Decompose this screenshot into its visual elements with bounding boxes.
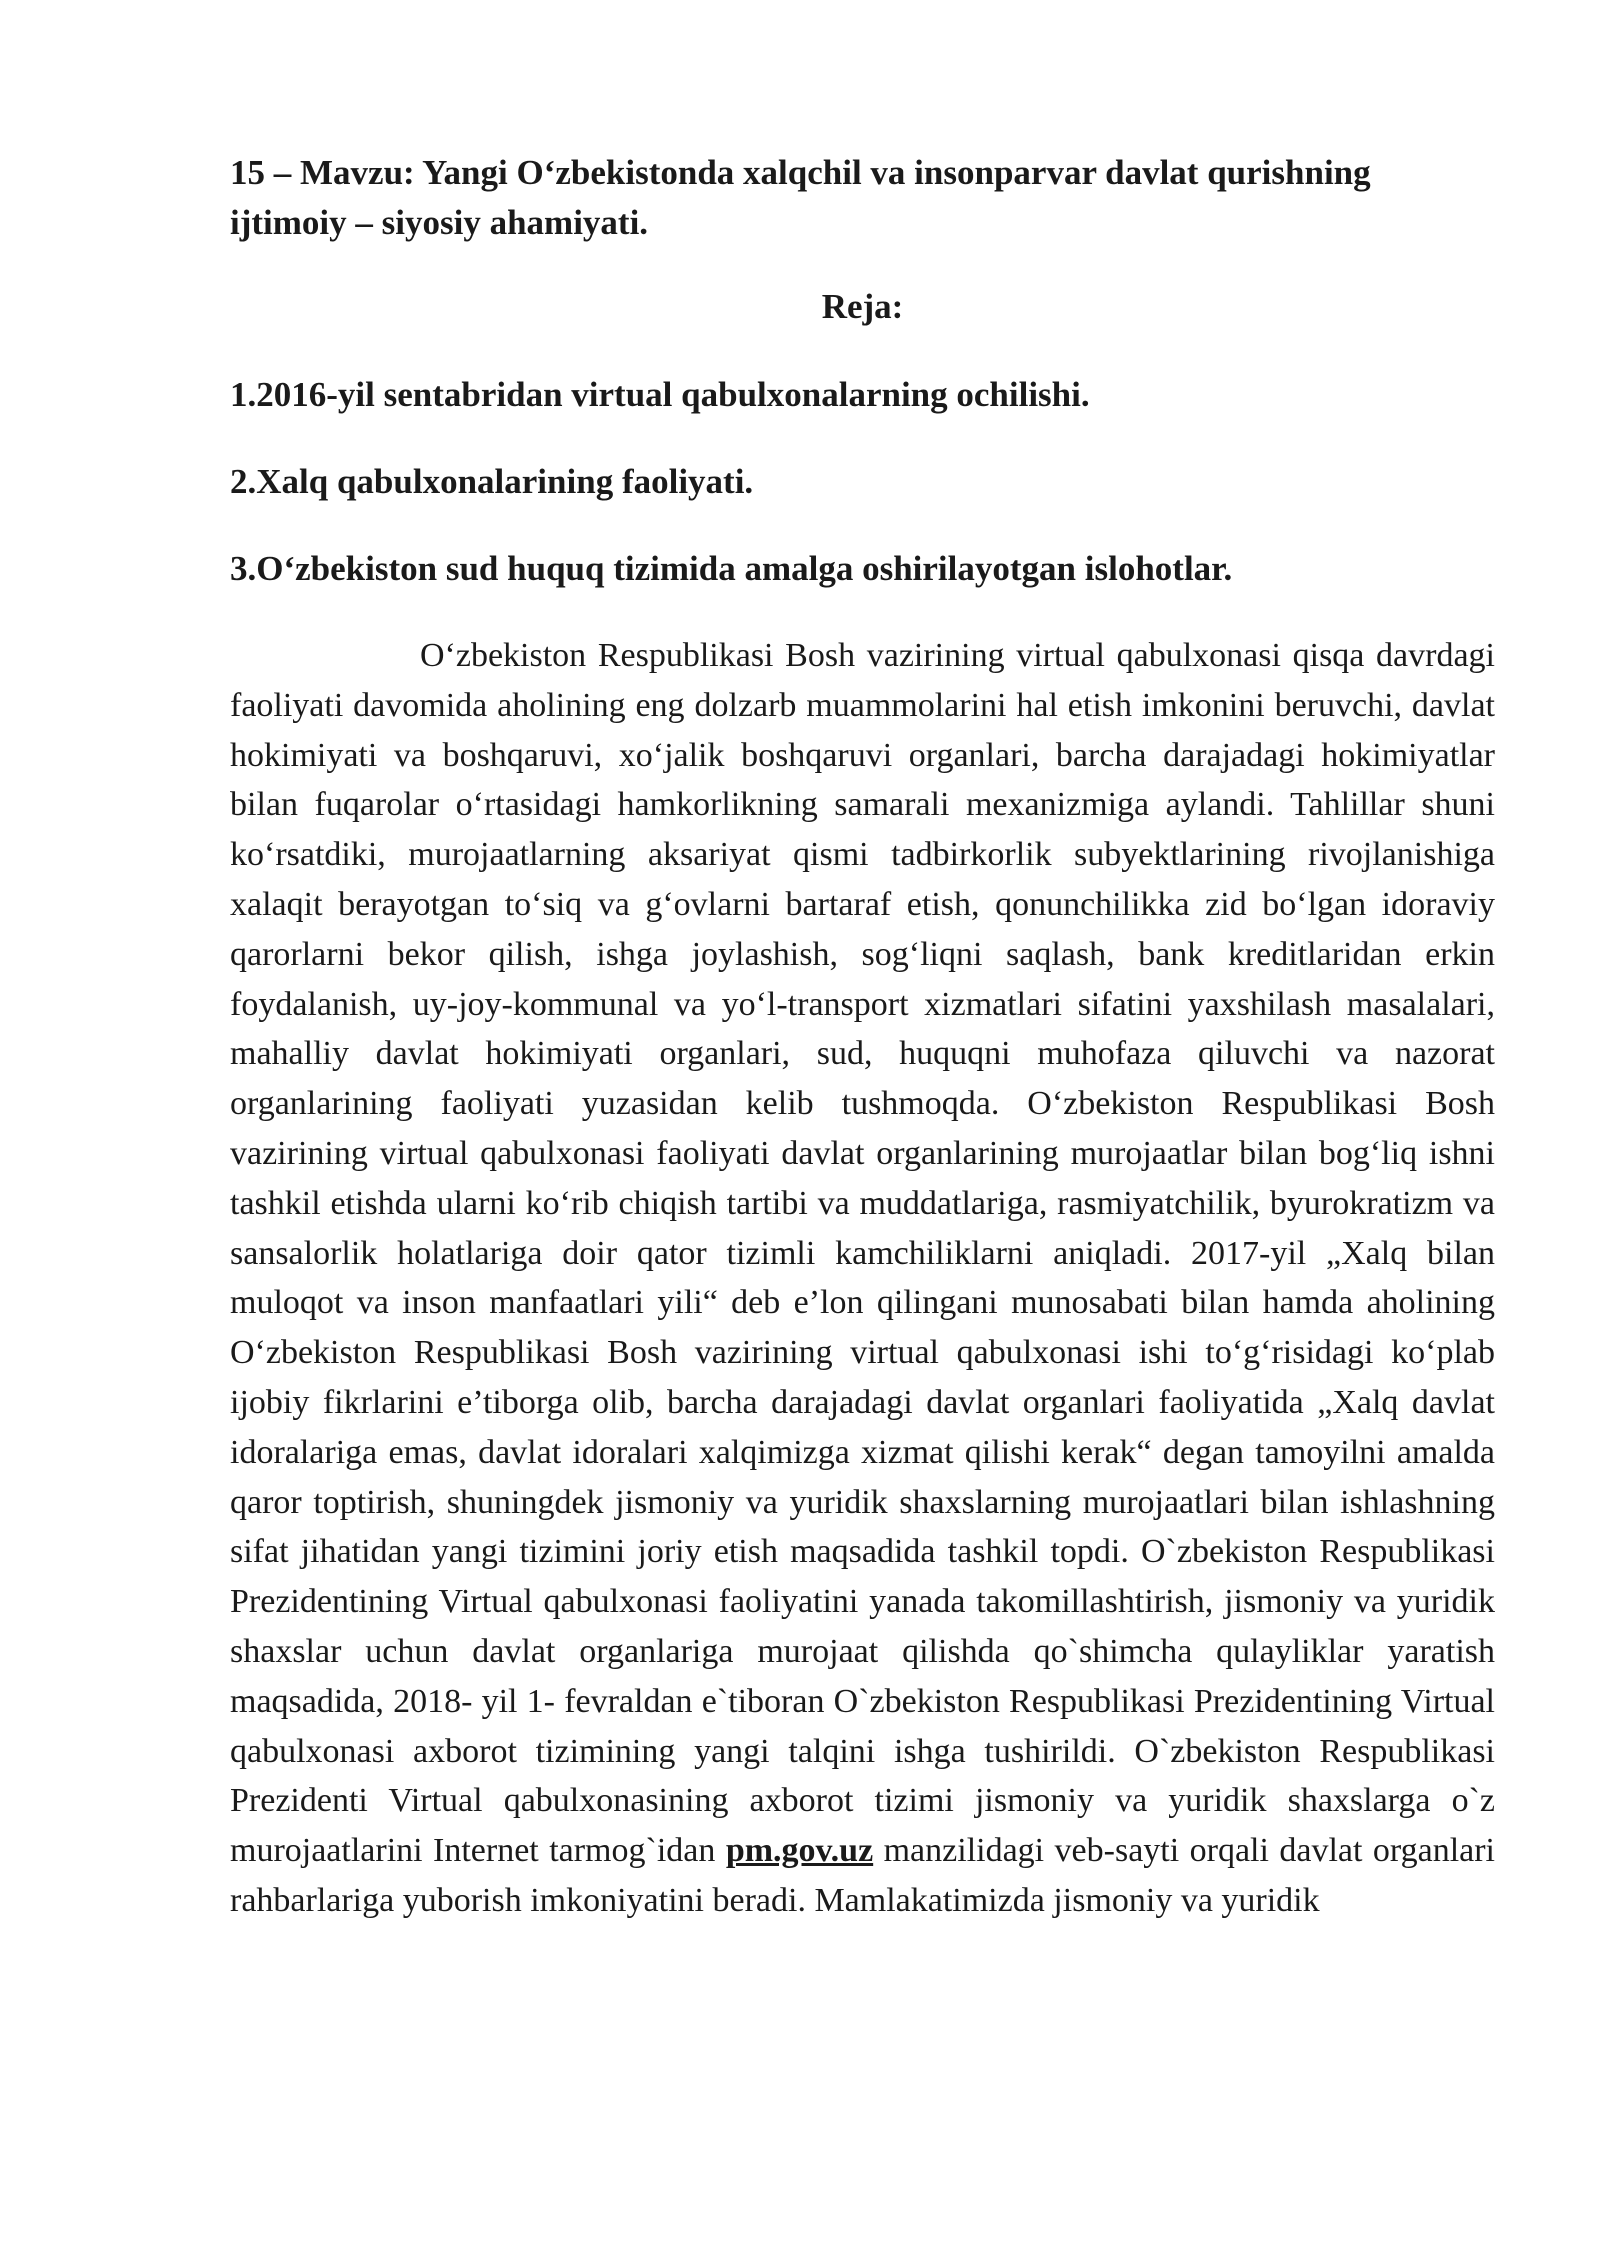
document-page <box>230 148 1495 1926</box>
plan-item-1: 1.2016-yil sentabridan virtual qabulxonalarning ochilishi. <box>230 375 1090 414</box>
plan-item-2: 2.Xalq qabulxonalarining faoliyati. <box>230 462 754 501</box>
plan-item-3: 3.O‘zbekiston sud huquq tizimida amalga oshirilayotgan islohotlar. <box>230 549 1233 588</box>
body-text-part-2: manzilidagi veb-sayti orqali davlat organlari rahbarlariga yuborish imkoniyatini beradi. Mamlakatimizda jismoniy va yuridik <box>230 1832 1495 1919</box>
body-text-part-1: O‘zbekiston Respublikasi Bosh vazirining virtual qabulxonasi qisqa davrdagi faoliyati davomida aholining eng dolzarb muammolarini hal etish imkonini beruvchi, davlat hokimiyati va boshqaruvi, xo‘jalik boshqaruvi organlari, barcha darajadagi hokimiyatlar bilan fuqarolar o‘rtasidagi hamkorlikning samarali mexanizmiga aylandi. Tahlillar shuni ko‘rsatdiki, murojaatlarning aksariyat qismi tadbirkorlik subyektlarining rivojlanishiga xalaqit berayotgan to‘siq va g‘ovlarni bartaraf etish, qonunchilikka zid bo‘lgan idoraviy qarorlarni bekor qilish, ishga joylashish, sog‘liqni saqlash, bank kreditlaridan erkin foydalanish, uy-joy-kommunal va yo‘l-transport xizmatlari sifatini yaxshilash masalalari, mahalliy davlat hokimiyati organlari, sud, huquqni muhofaza qiluvchi va nazorat organlarining faoliyati yuzasidan kelib tushmoqda. O‘zbekiston Respublikasi Bosh vazirining virtual qabulxonasi faoliyati davlat organlarining murojaatlar bilan bog‘liq ishni tashkil etishda ularni ko‘rib chiqish tartibi va muddatlariga, rasmiyatchilik, byurokratizm va sansalorlik holatlariga doir qator tizimli kamchiliklarni aniqladi. 2017-yil „Xalq bilan muloqot va inson manfaatlari yili“ deb e’lon qilingani munosabati bilan hamda aholining O‘zbekiston Respublikasi Bosh vazirining virtual qabulxonasi ishi to‘g‘risidagi ko‘plab ijobiy fikrlarini e’tiborga olib, barcha darajadagi davlat organlari faoliyatida „Xalq davlat idoralariga emas, davlat idoralari xalqimizga xizmat qilishi kerak“ degan tamoyilni amalda qaror toptirish, shuningdek jismoniy va yuridik shaxslarning murojaatlari bilan ishlashning sifat jihatidan yangi tizimini joriy etish maqsadida tashkil topdi. O`zbekiston Respublikasi Prezidentining Virtual qabulxonasi faoliyatini yanada takomillashtirish, jismoniy va yuridik shaxslar uchun davlat organlariga murojaat qilishda qo`shimcha qulayliklar yaratish maqsadida, 2018- yil 1- fevraldan e`tiboran O`zbekiston Respublikasi Prezidentining Virtual qabulxonasi axborot tizimining yangi talqini ishga tushirildi. O`zbekiston Respublikasi Prezidenti Virtual qabulxonasining axborot tizimi jismoniy va yuridik shaxslarga o`z murojaatlarini Internet tarmog`idan <box>230 637 1495 1870</box>
body-paragraph <box>230 631 1495 1926</box>
plan-heading: Reja: <box>821 287 904 326</box>
website-link[interactable]: pm.gov.uz <box>725 1832 874 1870</box>
document-title: 15 – Mavzu: Yangi O‘zbekistonda xalqchil va insonparvar davlat qurishning ijtimoiy – siyosiy ahamiyati. <box>230 153 1371 242</box>
